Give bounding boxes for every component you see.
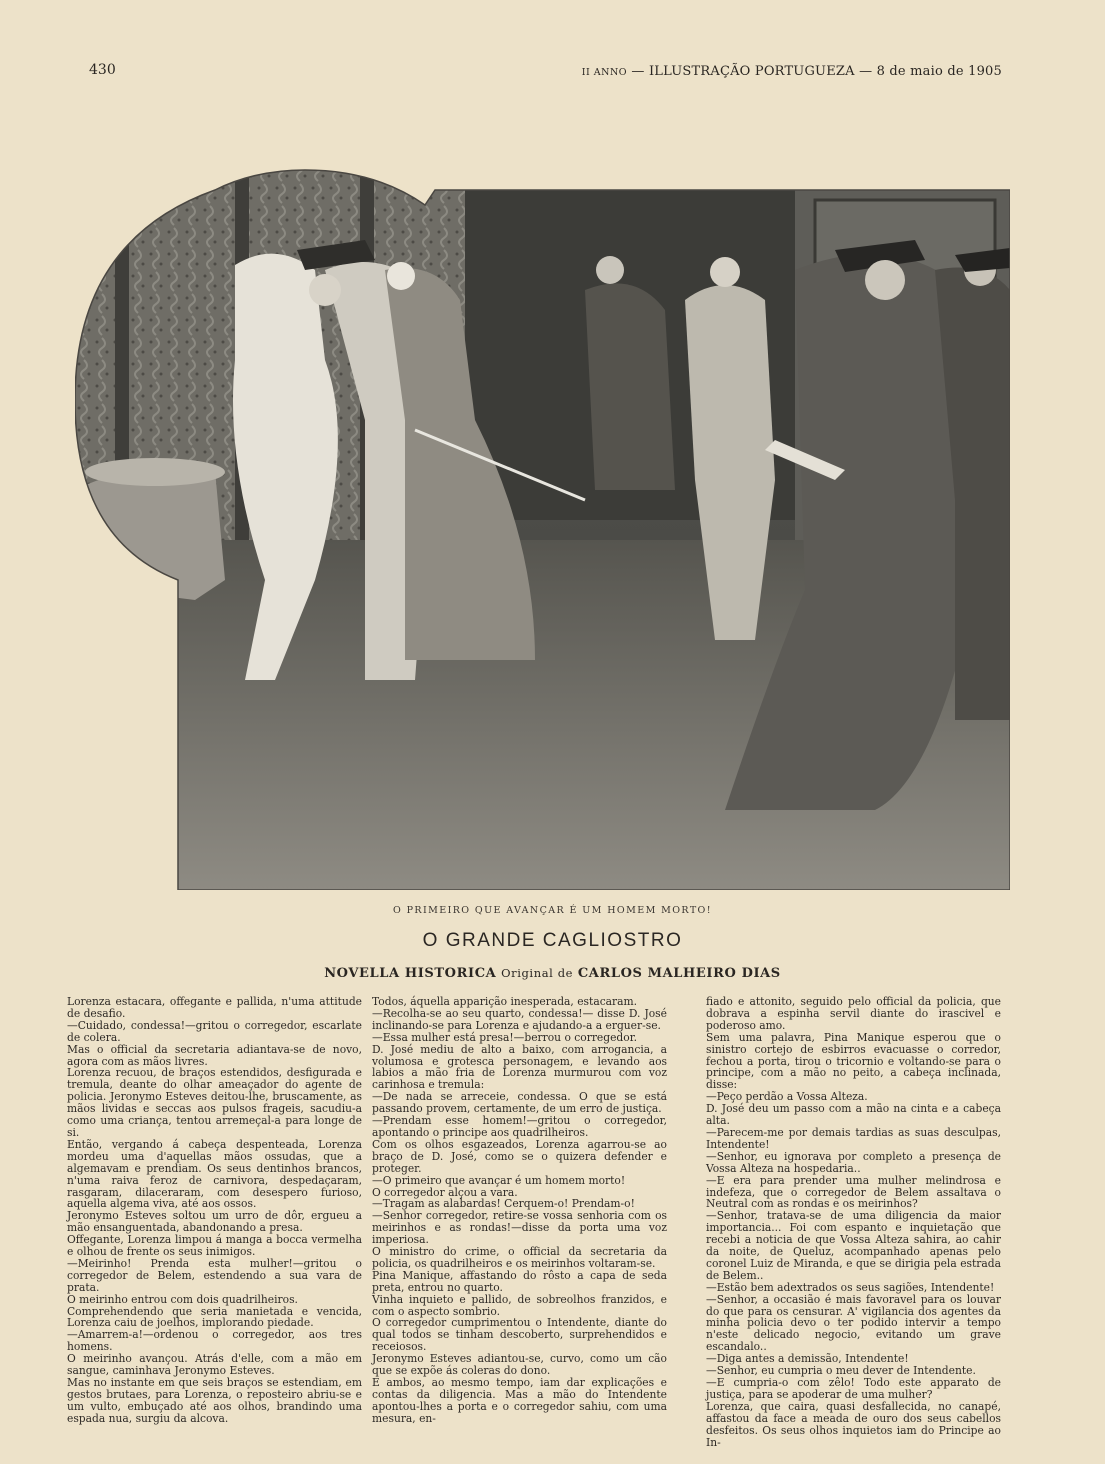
illustration-caption: O PRIMEIRO QUE AVANÇAR É UM HOMEM MORTO! [393,905,712,916]
paragraph: fiado e attonito, seguido pelo official da policia, que dobrava a espinha servil diante do irascivel e poderoso amo. [706,995,1001,1032]
paragraph: —Cuidado, condessa!—gritou o corregedor, escarlate de colera. [67,1018,362,1044]
paragraph: Mas no instante em que seis braços se estendiam, em gestos brutaes, para Lorenza, o reposteiro abriu-se e um vulto, embuçado até aos olhos, brandindo uma espada nua, surgiu da alcova. [67,1376,362,1425]
running-head [582,64,1002,79]
paragraph: E ambos, ao mesmo tempo, iam dar explicações e contas da diligencia. Mas a mão do Intendente apontou-lhes a porta e o corregedor sahiu, com uma mesura, en- [372,1376,667,1425]
text-column-1 [67,996,362,1425]
text-column-3 [706,996,1001,1448]
article-subtitle [0,966,1105,981]
paragraph: Comprehendendo que seria manietada e vencida, Lorenza caiu de joelhos, implorando piedade. [67,1304,362,1330]
paragraph: Vinha inquieto e pallido, de sobreolhos franzidos, e com o aspecto sombrio. [372,1292,667,1318]
paragraph: Jeronymo Esteves soltou um urro de dôr, ergueu a mão ensanguentada, abandonando a presa. [67,1209,362,1235]
paragraph: O corregedor cumprimentou o Intendente, diante do qual todos se tinham descoberto, surprehendidos e receiosos. [372,1316,667,1354]
paragraph: Jeronymo Esteves adiantou-se, curvo, como um cão que se expõe ás coleras do dono. [372,1352,667,1378]
paragraph: Offegante, Lorenza limpou á manga a bocca vermelha e olhou de frente os seus inimigos. [67,1233,362,1259]
paragraph: O meirinho entrou com dois quadrilheiros. [67,1292,298,1306]
paragraph: Lorenza recuou, de braços estendidos, desfigurada e tremula, deante do olhar ameaçador do agente de policia. Jeronymo Esteves deitou-lhe, bruscamente, as mãos lividas e seccas aos pulsos frageis, sacudiu-a como uma criança, tentou arremeçal-a para longe de si. [67,1066,362,1139]
paragraph: —Senhor corregedor, retire-se vossa senhoria com os meirinhos e as rondas!—disse da porta uma voz imperiosa. [372,1209,667,1247]
paragraph: Então, vergando á cabeça despenteada, Lorenza mordeu uma d'aquellas mãos ossudas, que a algemavam e prendiam. Os seus dentinhos brancos, n'uma raiva feroz de carnivora, despedaçaram, rasgaram, dilaceraram, com desespero furioso, aquella algema viva, até aos ossos. [67,1137,362,1211]
page-number: 430 [89,62,116,78]
paragraph: —Prendam esse homem!—gritou o corregedor, apontando o principe aos quadrilheiros. [372,1114,667,1139]
paragraph: —Senhor, a occasião é mais favoravel para os louvar do que para os censurar. A' vigilancia dos agentes da minha policia devo o ter podido intervir a tempo n'este delicado negocio, evitando um grave escandalo.. [706,1292,1001,1354]
paragraph: —Senhor, eu cumpria o meu dever de Intendente. [706,1364,976,1378]
paragraph: —Tragam as alabardas! Cerquem-o! Prendam-o! [372,1197,635,1211]
running-head-date: 8 de maio de 1905 [876,64,1002,79]
paragraph: —Meirinho! Prenda esta mulher!—gritou o corregedor de Belem, estendendo a sua vara de prata. [67,1256,362,1294]
running-head-sep-2: — [854,64,877,79]
running-head-publication: ILLUSTRAÇÃO PORTUGUEZA [648,64,855,79]
paragraph: O ministro do crime, o official da secretaria da policia, os quadrilheiros e os meirinhos voltaram-se. [372,1245,667,1270]
paragraph: —Estão bem adextrados os seus sagiões, Intendente! [706,1280,995,1294]
paragraph: Lorenza estacara, offegante e pallida, n'uma attitude de desafio. [67,995,362,1020]
subtitle-lead: NOVELLA HISTORICA [324,966,497,981]
paragraph: Todos, áquella apparição inesperada, estacaram. [372,995,638,1008]
paragraph: —Parecem-me por demais tardias as suas desculpas, Intendente! [706,1125,1001,1151]
running-head-sep-1: — [627,64,649,79]
paragraph: Lorenza, que caira, quasi desfallecida, no canapé, affastou da face a meada de ouro dos seus cabellos desfeitos. Os seus olhos inquietos iam do Principe ao In- [706,1399,1001,1449]
subtitle-original: Original de [501,966,574,980]
paragraph: D. José deu um passo com a mão na cinta e a cabeça alta. [706,1102,1001,1128]
paragraph: O corregedor alçou a vara. [372,1185,518,1199]
article-title: O GRANDE CAGLIOSTRO [422,930,683,951]
paragraph: Mas o official da secretaria adiantava-se de novo, agora com as mãos livres. [67,1042,362,1068]
paragraph: —O primeiro que avançar é um homem morto! [372,1173,626,1187]
paragraph: Com os olhos esgazeados, Lorenza agarrou-se ao braço de D. José, como se o quizera defender e proteger. [372,1137,667,1175]
paragraph: Sem uma palavra, Pina Manique esperou que o sinistro cortejo de esbirros evacuasse o corredor, fechou a porta, tirou o tricornio e voltando-se para o principe, com a mão no peito, a cabeça inclinada, disse: [706,1030,1001,1092]
paragraph: O meirinho avançou. Atrás d'elle, com a mão em sangue, caminhava Jeronymo Esteves. [67,1352,362,1378]
paragraph: —Diga antes a demissão, Intendente! [706,1352,909,1366]
paragraph: —Senhor, tratava-se de uma diligencia da maior importancia... Foi com espanto e inquietação que recebi a noticia de que Vossa Alteza sahira, ao cahir da noite, de Queluz, acompanhado apenas pelo coronel Luiz de Miranda, e que se dirigia pela estrada de Belem.. [706,1209,1001,1282]
paragraph: —Recolha-se ao seu quarto, condessa!— disse D. José inclinando-se para Lorenza e ajudando-a a erguer-se. [372,1006,667,1032]
paragraph: —Essa mulher está presa!—berrou o corregedor. [372,1030,638,1044]
paragraph: D. José mediu de alto a baixo, com arrogancia, a volumosa e grotesca personagem, e levando aos labios a mão fria de Lorenza murmurou com voz carinhosa e tremula: [372,1042,667,1092]
paragraph: —E cumpria-o com zêlo! Todo este apparato de justiça, para se apoderar de uma mulher? [706,1376,1001,1401]
paragraph: —Senhor, eu ignorava por completo a presença de Vossa Alteza na hospedaria.. [706,1149,1001,1175]
subtitle-author: CARLOS MALHEIRO DIAS [577,966,781,981]
paragraph: —Amarrem-a!—ordenou o corregedor, aos tres homens. [67,1328,362,1354]
paragraph: —E era para prender uma mulher melindrosa e indefeza, que o corregedor de Belem assaltava o Neutral com as rondas e os meirinhos? [706,1173,1001,1211]
engraving-illustration [75,160,1010,890]
paragraph: —Peço perdão a Vossa Alteza. [706,1090,868,1104]
paragraph: Pina Manique, affastando do rôsto a capa de seda preta, entrou no quarto. [372,1268,667,1294]
running-head-year: II ANNO [581,67,628,78]
text-column-2 [372,996,667,1425]
paragraph: —De nada se arreceie, condessa. O que se está passando provem, certamente, de um erro de justiça. [372,1090,667,1116]
